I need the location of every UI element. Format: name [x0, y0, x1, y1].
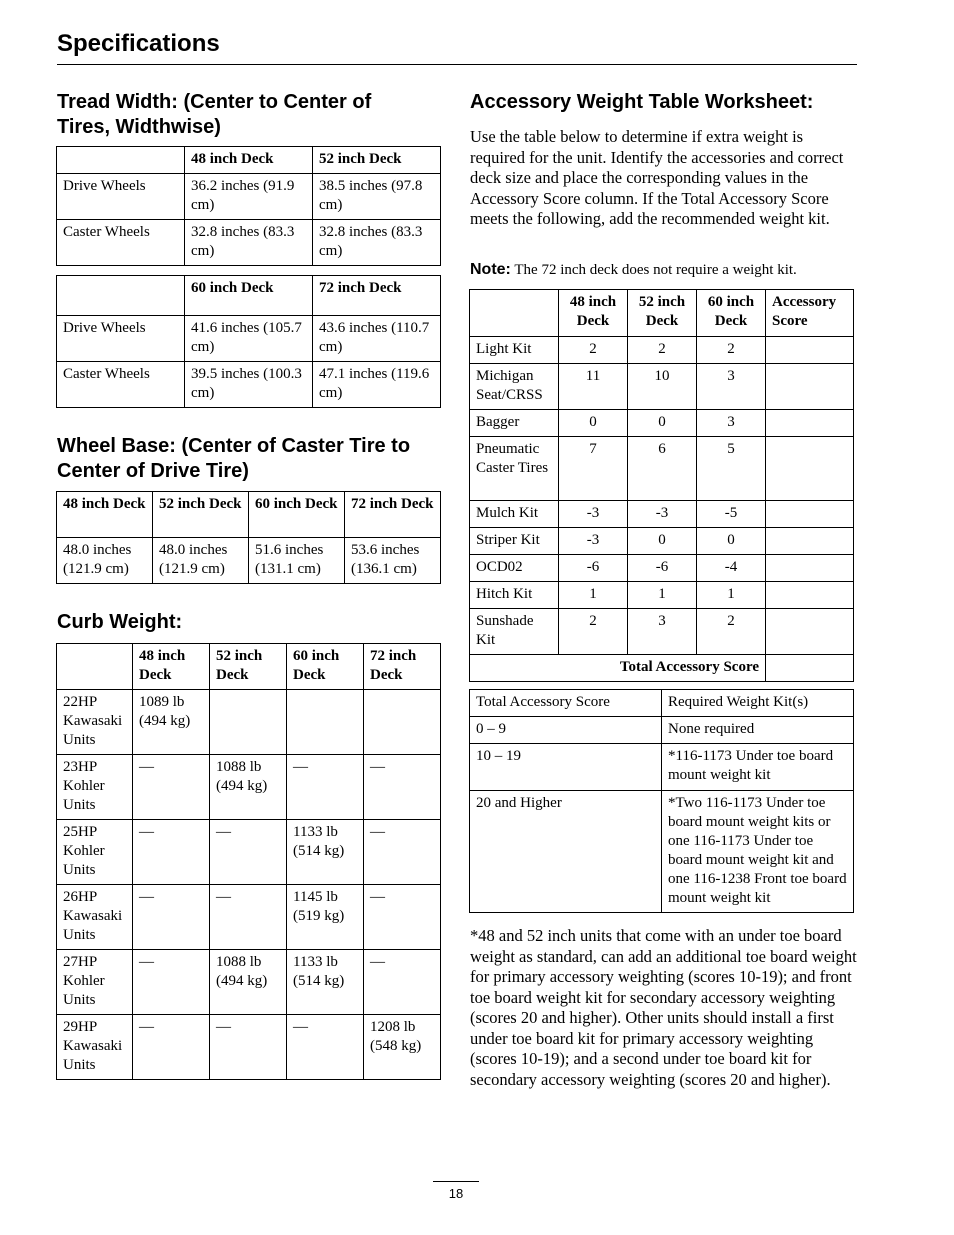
header-cell: 52 inch Deck: [153, 492, 249, 538]
score-cell[interactable]: [766, 501, 854, 528]
tread-width-table-60-72: [56, 275, 441, 408]
table-cell: 5: [697, 437, 766, 501]
table-cell: 41.6 inches (105.7 cm): [185, 316, 313, 362]
table-cell: 53.6 inches (136.1 cm): [345, 538, 441, 584]
table-cell: 0: [697, 528, 766, 555]
table-cell: -5: [697, 501, 766, 528]
table-row: [470, 410, 854, 437]
table-cell: [364, 690, 441, 755]
table-row: [57, 362, 441, 408]
table-cell: 0 – 9: [470, 717, 662, 744]
header-cell: Total Accessory Score: [470, 690, 662, 717]
title-divider: [57, 64, 857, 65]
row-label: Bagger: [470, 410, 559, 437]
header-cell: Accessory Score: [766, 290, 854, 337]
table-cell: 2: [697, 609, 766, 655]
row-label: Drive Wheels: [57, 316, 185, 362]
table-header-row: [470, 290, 854, 337]
table-cell: 3: [697, 364, 766, 410]
curb-weight-table: [56, 643, 441, 1080]
table-cell: 43.6 inches (110.7 cm): [313, 316, 441, 362]
page-title: Specifications: [57, 30, 220, 57]
table-cell: 47.1 inches (119.6 cm): [313, 362, 441, 408]
table-row: [470, 528, 854, 555]
page-number: 18: [448, 1186, 464, 1201]
table-header-row: [57, 644, 441, 690]
table-cell: 6: [628, 437, 697, 501]
header-cell: 52 inch Deck: [313, 147, 441, 174]
table-cell: 39.5 inches (100.3 cm): [185, 362, 313, 408]
footnote: *48 and 52 inch units that come with an under toe board weight as standard, can add an additional toe board weight for primary accessory weighting (scores 10-19); and front toe board weight kit for secondary accessory weighting (scores 20 and higher). Other units should install a first under toe board kit for primary accessory weighting (scores 10-19); and a second under toe board kit for secondary accessory weighting (scores 20 and higher).: [470, 926, 857, 1089]
table-row: [470, 437, 854, 501]
table-cell: -6: [559, 555, 628, 582]
table-cell: —: [210, 885, 287, 950]
score-cell[interactable]: [766, 528, 854, 555]
table-cell: 11: [559, 364, 628, 410]
row-label: Caster Wheels: [57, 362, 185, 408]
table-cell: -6: [628, 555, 697, 582]
table-cell: 2: [697, 337, 766, 364]
table-cell: —: [133, 755, 210, 820]
header-cell: 60 inch Deck: [249, 492, 345, 538]
header-cell: 72 inch Deck: [313, 276, 441, 316]
table-row: [470, 501, 854, 528]
tread-width-heading: Tread Width: (Center to Center of Tires, Widthwise): [57, 91, 372, 138]
wheel-base-table: [56, 491, 441, 584]
table-row: [470, 582, 854, 609]
curb-weight-heading: Curb Weight:: [57, 611, 183, 633]
score-cell[interactable]: [766, 364, 854, 410]
table-cell: 1133 lb (514 kg): [287, 820, 364, 885]
table-cell: —: [364, 950, 441, 1015]
row-label: Sunshade Kit: [470, 609, 559, 655]
table-cell: —: [364, 820, 441, 885]
table-cell: 1133 lb (514 kg): [287, 950, 364, 1015]
header-cell: Required Weight Kit(s): [662, 690, 854, 717]
total-label: Total Accessory Score: [470, 655, 766, 682]
table-cell: 48.0 inches (121.9 cm): [153, 538, 249, 584]
table-cell: 1089 lb (494 kg): [133, 690, 210, 755]
table-cell: —: [133, 950, 210, 1015]
table-cell: —: [133, 1015, 210, 1080]
table-cell: 20 and Higher: [470, 791, 662, 913]
row-label: 26HP Kawasaki Units: [57, 885, 133, 950]
table-cell: 1: [559, 582, 628, 609]
table-row: [57, 885, 441, 950]
table-cell: 1: [628, 582, 697, 609]
header-cell: 48 inch Deck: [185, 147, 313, 174]
accessory-heading: Accessory Weight Table Worksheet:: [470, 91, 814, 113]
row-label: 29HP Kawasaki Units: [57, 1015, 133, 1080]
footer-divider: [433, 1181, 479, 1182]
score-cell[interactable]: [766, 437, 854, 501]
table-row: [57, 820, 441, 885]
table-cell: —: [210, 1015, 287, 1080]
total-score-cell[interactable]: [766, 655, 854, 682]
header-cell: 60 inch Deck: [287, 644, 364, 690]
accessory-weight-table: [469, 289, 854, 682]
header-cell: 52 inch Deck: [210, 644, 287, 690]
header-cell: 48 inch Deck: [559, 290, 628, 337]
note: [470, 261, 797, 279]
table-cell: 7: [559, 437, 628, 501]
table-cell: 1208 lb (548 kg): [364, 1015, 441, 1080]
table-cell: 10 – 19: [470, 744, 662, 791]
table-cell: 32.8 inches (83.3 cm): [313, 220, 441, 266]
table-row: [470, 791, 854, 913]
table-row: [57, 950, 441, 1015]
table-row: [470, 744, 854, 791]
table-cell: 1088 lb (494 kg): [210, 950, 287, 1015]
table-cell: 0: [628, 528, 697, 555]
table-cell: 2: [559, 609, 628, 655]
row-label: 25HP Kohler Units: [57, 820, 133, 885]
row-label: Hitch Kit: [470, 582, 559, 609]
table-cell: *116-1173 Under toe board mount weight kit: [662, 744, 854, 791]
header-cell: 48 inch Deck: [133, 644, 210, 690]
table-cell: None required: [662, 717, 854, 744]
score-cell[interactable]: [766, 582, 854, 609]
table-cell: —: [287, 1015, 364, 1080]
table-cell: 48.0 inches (121.9 cm): [57, 538, 153, 584]
table-cell: 51.6 inches (131.1 cm): [249, 538, 345, 584]
weight-kit-table: [469, 689, 854, 913]
row-label: OCD02: [470, 555, 559, 582]
row-label: Caster Wheels: [57, 220, 185, 266]
table-cell: [287, 690, 364, 755]
table-cell: 0: [628, 410, 697, 437]
score-cell[interactable]: [766, 555, 854, 582]
table-row: [470, 717, 854, 744]
table-header-row: [57, 147, 441, 174]
header-cell: [57, 147, 185, 174]
table-cell: —: [364, 755, 441, 820]
table-cell: -4: [697, 555, 766, 582]
table-cell: 3: [697, 410, 766, 437]
row-label: 22HP Kawasaki Units: [57, 690, 133, 755]
table-row: [470, 609, 854, 655]
header-cell: [470, 290, 559, 337]
table-cell: -3: [559, 501, 628, 528]
wheel-base-heading: Wheel Base: (Center of Caster Tire to Center of Drive Tire): [57, 435, 411, 482]
table-cell: —: [210, 820, 287, 885]
table-header-row: [470, 690, 854, 717]
score-cell[interactable]: [766, 609, 854, 655]
header-cell: [57, 276, 185, 316]
row-label: 27HP Kohler Units: [57, 950, 133, 1015]
header-cell: 52 inch Deck: [628, 290, 697, 337]
table-cell: —: [364, 885, 441, 950]
header-cell: 72 inch Deck: [345, 492, 441, 538]
row-label: Light Kit: [470, 337, 559, 364]
table-cell: 1: [697, 582, 766, 609]
table-row: [470, 337, 854, 364]
table-cell: —: [287, 755, 364, 820]
row-label: Drive Wheels: [57, 174, 185, 220]
row-label: 23HP Kohler Units: [57, 755, 133, 820]
row-label: Mulch Kit: [470, 501, 559, 528]
score-cell[interactable]: [766, 410, 854, 437]
table-cell: 1088 lb (494 kg): [210, 755, 287, 820]
table-cell: 36.2 inches (91.9 cm): [185, 174, 313, 220]
header-cell: [57, 644, 133, 690]
table-cell: -3: [628, 501, 697, 528]
table-cell: —: [133, 885, 210, 950]
row-label: Michigan Seat/CRSS: [470, 364, 559, 410]
table-row: [57, 1015, 441, 1080]
header-cell: 48 inch Deck: [57, 492, 153, 538]
table-cell: -3: [559, 528, 628, 555]
table-cell: 32.8 inches (83.3 cm): [185, 220, 313, 266]
table-row: [57, 220, 441, 266]
table-cell: —: [133, 820, 210, 885]
table-header-row: [57, 276, 441, 316]
table-cell: 2: [559, 337, 628, 364]
table-cell: *Two 116-1173 Under toe board mount weight kits or one 116-1173 Under toe board mount weight kit and one 116-1238 Front toe board mount weight kit: [662, 791, 854, 913]
header-cell: 72 inch Deck: [364, 644, 441, 690]
table-cell: [210, 690, 287, 755]
row-label: Pneumatic Caster Tires: [470, 437, 559, 501]
table-row: [57, 316, 441, 362]
table-row: [57, 538, 441, 584]
table-cell: 38.5 inches (97.8 cm): [313, 174, 441, 220]
table-cell: 2: [628, 337, 697, 364]
table-cell: 1145 lb (519 kg): [287, 885, 364, 950]
score-cell[interactable]: [766, 337, 854, 364]
accessory-intro: Use the table below to determine if extra weight is required for the unit. Identify the accessories and correct deck size and place the corresponding values in the Accessory Score column. If the Total Accessory Score meets the following, add the recommended weight kit.: [470, 127, 844, 228]
table-row: [57, 690, 441, 755]
note-text: The 72 inch deck does not require a weight kit.: [514, 262, 797, 278]
table-cell: 10: [628, 364, 697, 410]
tread-width-table-48-52: [56, 146, 441, 266]
table-row: [57, 755, 441, 820]
table-row: [470, 364, 854, 410]
header-cell: 60 inch Deck: [185, 276, 313, 316]
note-label: Note:: [470, 261, 511, 278]
table-cell: 3: [628, 609, 697, 655]
row-label: Striper Kit: [470, 528, 559, 555]
total-row: [470, 655, 854, 682]
table-cell: 0: [559, 410, 628, 437]
header-cell: 60 inch Deck: [697, 290, 766, 337]
table-header-row: [57, 492, 441, 538]
table-row: [470, 555, 854, 582]
table-row: [57, 174, 441, 220]
